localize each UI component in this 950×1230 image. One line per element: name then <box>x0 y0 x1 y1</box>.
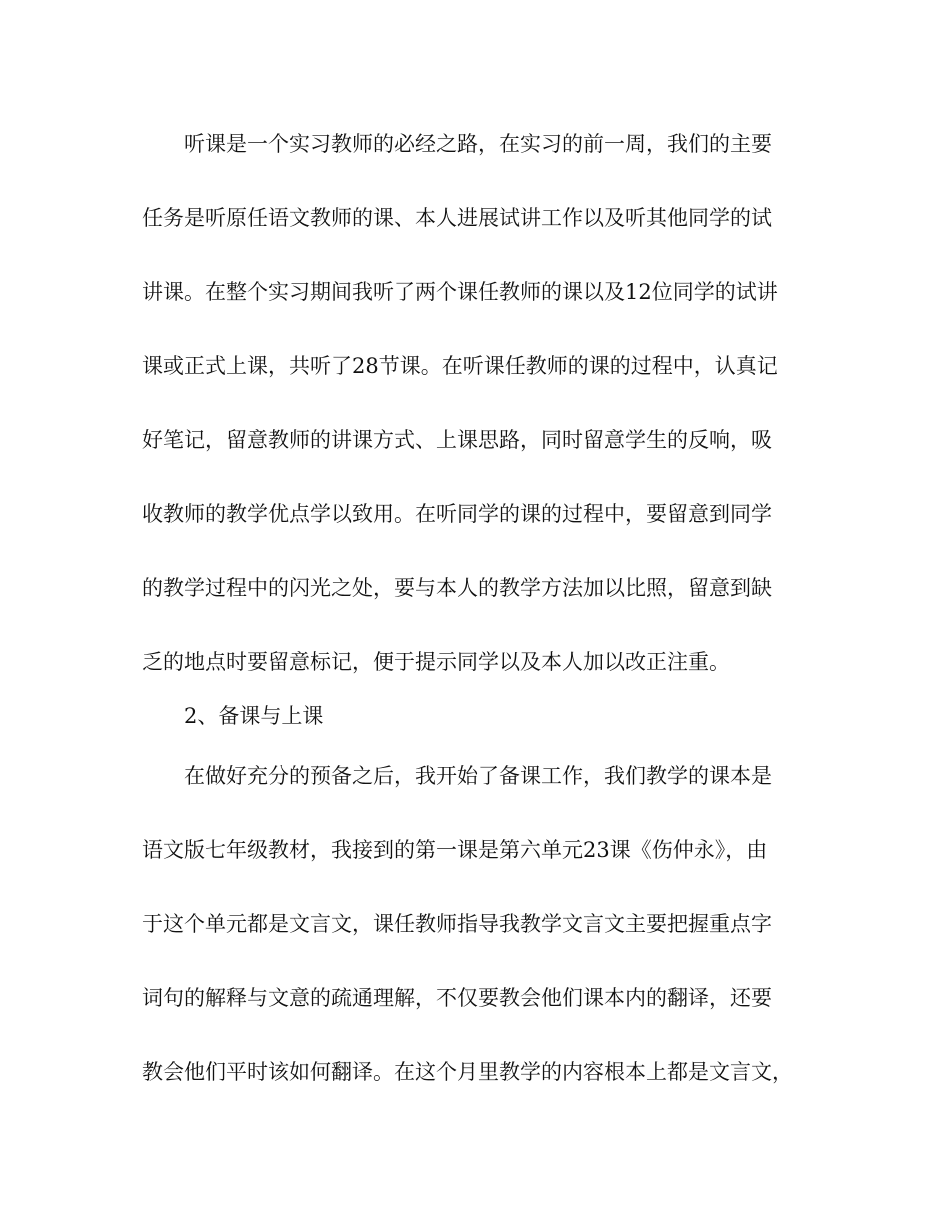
section-heading: 2、备课与上课 <box>184 704 324 728</box>
paragraph-line-10: 语文版七年级教材，我接到的第一课是第六单元23课《伤仲永》，由 <box>142 838 768 862</box>
paragraph-line-9: 在做好充分的预备之后，我开始了备课工作，我们教学的课本是 <box>184 764 772 788</box>
paragraph-line-8: 乏的地点时要留意标记，便于提示同学以及本人加以改正注重。 <box>142 650 730 674</box>
paragraph-line-12: 词句的解释与文意的疏通理解，不仅要教会他们课本内的翻译，还要 <box>142 986 772 1010</box>
paragraph-line-13: 教会他们平时该如何翻译。在这个月里教学的内容根本上都是文言文， <box>142 1060 793 1084</box>
paragraph-line-11: 于这个单元都是文言文，课任教师指导我教学文言文主要把握重点字 <box>142 912 772 936</box>
paragraph-line-5: 好笔记，留意教师的讲课方式、上课思路，同时留意学生的反响，吸 <box>142 428 772 452</box>
paragraph-line-4: 课或正式上课，共听了28节课。在听课任教师的课的过程中，认真记 <box>142 354 778 378</box>
paragraph-line-6: 收教师的教学优点学以致用。在听同学的课的过程中，要留意到同学 <box>142 502 772 526</box>
paragraph-line-1: 听课是一个实习教师的必经之路，在实习的前一周，我们的主要 <box>184 132 772 156</box>
paragraph-line-3: 讲课。在整个实习期间我听了两个课任教师的课以及12位同学的试讲 <box>142 280 778 304</box>
paragraph-line-7: 的教学过程中的闪光之处，要与本人的教学方法加以比照，留意到缺 <box>142 576 772 600</box>
paragraph-line-2: 任务是听原任语文教师的课、本人进展试讲工作以及听其他同学的试 <box>142 206 772 230</box>
